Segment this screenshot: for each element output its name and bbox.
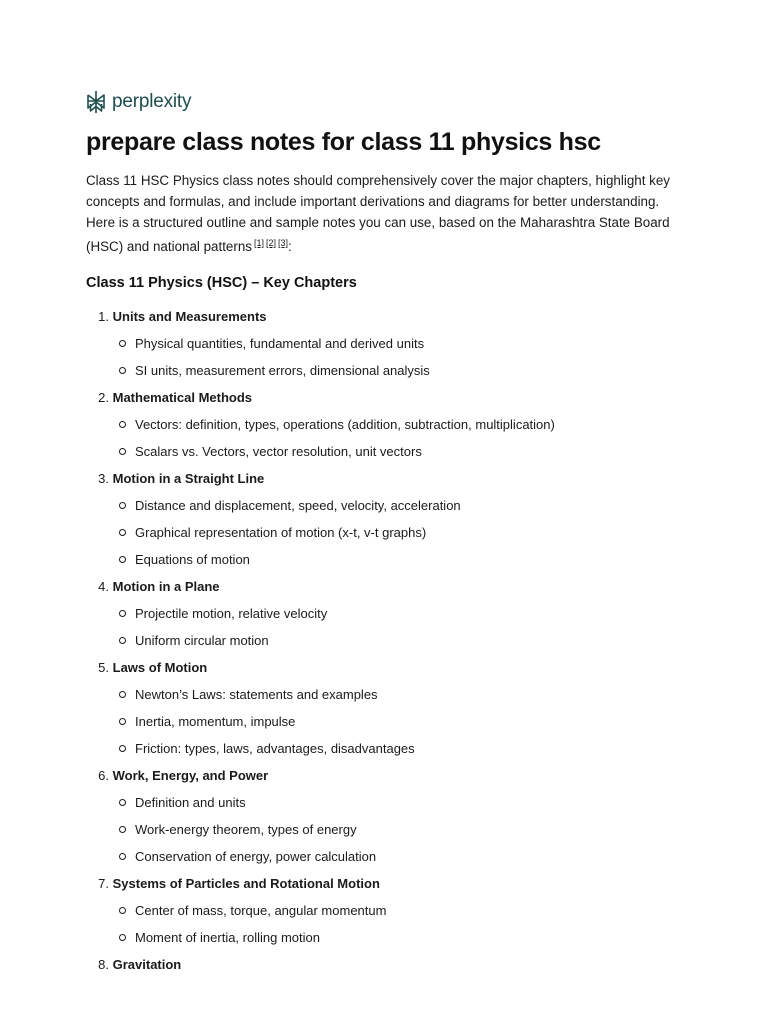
subitem-text: SI units, measurement errors, dimensional analysis — [135, 363, 430, 378]
chapter-item — [86, 870, 706, 897]
chapter-title: Motion in a Plane — [112, 579, 220, 594]
subitem-text: Scalars vs. Vectors, vector resolution, unit vectors — [135, 444, 422, 459]
citation-link[interactable]: [2] — [266, 238, 277, 248]
circle-bullet-icon — [119, 556, 126, 563]
circle-bullet-icon — [119, 502, 126, 509]
intro-end: : — [288, 239, 292, 254]
chapter-subitem — [86, 492, 706, 519]
subitem-text: Newton’s Laws: statements and examples — [135, 687, 378, 702]
chapter-list — [86, 303, 706, 978]
chapter-subitem — [86, 411, 706, 438]
chapter-subitem — [86, 789, 706, 816]
chapter-subitem — [86, 357, 706, 384]
citation-link[interactable]: [1] — [253, 238, 264, 248]
intro-text: Class 11 HSC Physics class notes should comprehensively cover the major chapters, highlight key concepts and formulas, and include important derivations and diagrams for better understanding. Here is a structured outline and sample notes you can use, based on the Maharashtra State Board (HSC) and national patterns — [86, 173, 670, 254]
chapter-number: 4. — [98, 579, 109, 594]
chapter-subitem — [86, 627, 706, 654]
citation-link[interactable]: [3] — [278, 238, 289, 248]
subitem-text: Equations of motion — [135, 552, 250, 567]
chapter-title: Systems of Particles and Rotational Motion — [112, 876, 380, 891]
brand-name: perplexity — [112, 91, 192, 112]
circle-bullet-icon — [119, 637, 126, 644]
chapter-subitem — [86, 519, 706, 546]
chapter-item — [86, 654, 706, 681]
chapter-subitem — [86, 897, 706, 924]
chapter-subitem — [86, 735, 706, 762]
perplexity-logo-icon — [86, 90, 106, 114]
subitem-text: Conservation of energy, power calculation — [135, 849, 377, 864]
circle-bullet-icon — [119, 718, 126, 725]
chapter-subitem — [86, 843, 706, 870]
chapter-title: Laws of Motion — [112, 660, 208, 675]
chapter-subitem — [86, 708, 706, 735]
circle-bullet-icon — [119, 610, 126, 617]
chapter-item — [86, 465, 706, 492]
circle-bullet-icon — [119, 448, 126, 455]
chapter-subitem — [86, 330, 706, 357]
chapter-item — [86, 573, 706, 600]
chapter-subitem — [86, 600, 706, 627]
subitem-text: Physical quantities, fundamental and derived units — [135, 336, 425, 351]
circle-bullet-icon — [119, 421, 126, 428]
subitem-text: Projectile motion, relative velocity — [135, 606, 328, 621]
subitem-text: Definition and units — [135, 795, 246, 810]
circle-bullet-icon — [119, 853, 126, 860]
chapter-number: 1. — [98, 309, 109, 324]
subitem-text: Distance and displacement, speed, velocity, acceleration — [135, 498, 461, 513]
circle-bullet-icon — [119, 745, 126, 752]
chapter-title: Motion in a Straight Line — [112, 471, 265, 486]
subitem-text: Moment of inertia, rolling motion — [135, 930, 320, 945]
chapter-number: 7. — [98, 876, 109, 891]
chapter-subitem — [86, 438, 706, 465]
circle-bullet-icon — [119, 799, 126, 806]
circle-bullet-icon — [119, 340, 126, 347]
chapter-title: Mathematical Methods — [112, 390, 253, 405]
chapter-title: Gravitation — [112, 957, 182, 972]
chapter-number: 2. — [98, 390, 109, 405]
circle-bullet-icon — [119, 691, 126, 698]
chapter-item — [86, 762, 706, 789]
circle-bullet-icon — [119, 907, 126, 914]
subitem-text: Inertia, momentum, impulse — [135, 714, 296, 729]
subitem-text: Center of mass, torque, angular momentum — [135, 903, 387, 918]
circle-bullet-icon — [119, 367, 126, 374]
circle-bullet-icon — [119, 934, 126, 941]
chapter-title: Work, Energy, and Power — [112, 768, 269, 783]
subitem-text: Graphical representation of motion (x-t, v-t graphs) — [135, 525, 427, 540]
subitem-text: Uniform circular motion — [135, 633, 269, 648]
chapter-title: Units and Measurements — [112, 309, 267, 324]
chapter-item — [86, 303, 706, 330]
chapter-number: 6. — [98, 768, 109, 783]
section-heading: Class 11 Physics (HSC) – Key Chapters — [86, 275, 357, 291]
circle-bullet-icon — [119, 529, 126, 536]
chapter-item — [86, 384, 706, 411]
brand[interactable] — [86, 90, 191, 114]
chapter-number: 8. — [98, 957, 109, 972]
subitem-text: Work-energy theorem, types of energy — [135, 822, 357, 837]
intro-paragraph — [86, 170, 686, 257]
chapter-number: 5. — [98, 660, 109, 675]
subitem-text: Friction: types, laws, advantages, disadvantages — [135, 741, 415, 756]
chapter-subitem — [86, 924, 706, 951]
circle-bullet-icon — [119, 826, 126, 833]
chapter-item — [86, 951, 706, 978]
chapter-subitem — [86, 816, 706, 843]
chapter-number: 3. — [98, 471, 109, 486]
chapter-subitem — [86, 546, 706, 573]
page-title: prepare class notes for class 11 physics hsc — [86, 128, 601, 156]
subitem-text: Vectors: definition, types, operations (addition, subtraction, multiplication) — [135, 417, 555, 432]
chapter-subitem — [86, 681, 706, 708]
